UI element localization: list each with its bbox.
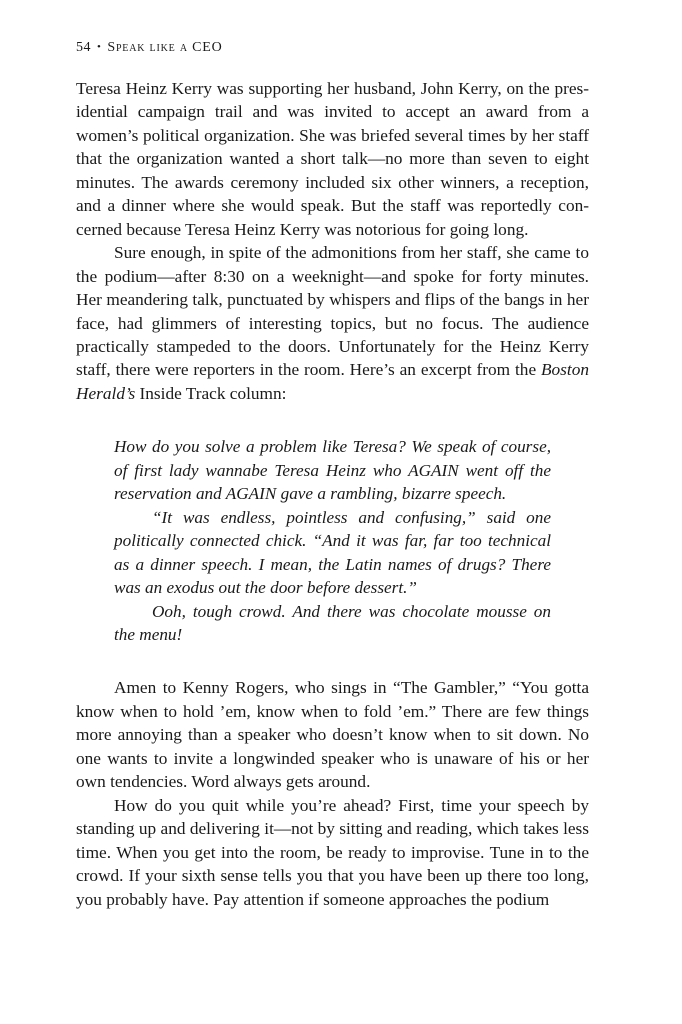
paragraph-2-end: Inside Track column: — [135, 383, 287, 403]
quote-paragraph-2: “It was endless, pointless and confusing,” said one politically connected chick. “And it was far, far too technical as a dinner speech. I mean, the Latin names of drugs? There was an exodus out the door before dessert.” — [114, 507, 551, 598]
paragraph-1: Teresa Heinz Kerry was supporting her husband, John Kerry, on the presidential campaign trail and was invited to accept an award from a women’s political organization. She was briefed several times by her staff that the organization wanted a short talk—no more than seven to eight minutes. The awards ceremony included six other winners, a reception, and a dinner where she would speak. But the staff was reportedly concerned because Teresa Heinz Kerry was notorious for going long. — [76, 79, 589, 239]
paragraph-3: Amen to Kenny Rogers, who sings in “The Gambler,” “You gotta know when to hold ’em, know when to fold ’em.” There are few things more annoying than a speaker who doesn’t know when to sit down. No one wants to invite a longwinded speaker who is unaware of his or her own tendencies. Word always gets around. — [76, 678, 589, 792]
page-number: 54 — [76, 40, 91, 55]
running-header — [76, 40, 223, 56]
body-text — [76, 77, 589, 911]
header-separator: • — [97, 41, 102, 53]
quote-paragraph-3: Ooh, tough crowd. And there was chocolate mousse on the menu! — [114, 601, 551, 644]
paragraph-4: How do you quit while you’re ahead? First, time your speech by standing up and delivering it—not by sitting and reading, which takes less time. When you get into the room, be ready to improvise. Tune in to the crowd. If your sixth sense tells you that you have been up there too long, you probably have. Pay attention if someone approaches the podium — [76, 795, 589, 909]
quote-paragraph-1: How do you solve a problem like Teresa? We speak of course, of first lady wannabe Teresa Heinz who AGAIN went off the reservation and AGAIN gave a rambling, bizarre speech. — [114, 437, 551, 504]
block-quote — [114, 435, 551, 646]
paragraph-2 — [76, 241, 589, 405]
book-title: Speak like a CEO — [107, 40, 223, 55]
publication-name: Boston Herald’s — [76, 360, 589, 403]
paragraph-2-text: Sure enough, in spite of the admonitions from her staff, she came to the podium—after 8:30 on a weeknight—and spoke for forty minutes. Her meandering talk, punctuated by whispers and flips of the bangs in her face, had glimmers of interesting topics, but no focus. The audience practically stampeded to the doors. Unfortunately for the Heinz Kerry staff, there were reporters in the room. Here’s an excerpt from the — [76, 243, 589, 380]
